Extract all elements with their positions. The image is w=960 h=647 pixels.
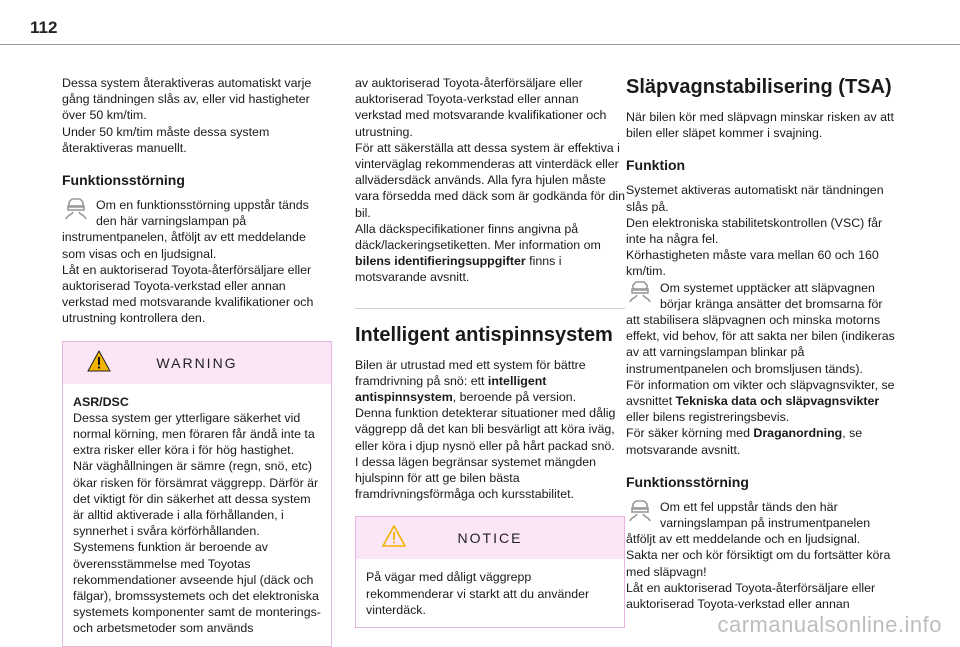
tsa-fault-heading: Funktionsstörning bbox=[626, 473, 749, 490]
function-icon-text bbox=[626, 280, 896, 458]
header-rule bbox=[0, 44, 960, 45]
watermark: carmanualsonline.info bbox=[717, 612, 942, 637]
column-1 bbox=[62, 75, 332, 647]
notice-header bbox=[356, 517, 624, 559]
warning-box bbox=[62, 341, 332, 647]
continued-end: finns i motsvarande avsnitt. bbox=[355, 254, 562, 285]
skid-warning-lamp-icon bbox=[62, 197, 90, 221]
notice-body bbox=[356, 559, 624, 627]
fault-text: Om en funktionsstörning uppstår tänds den här varningslampan på instrumentpanelen, åtföljt av ett meddelande som visas och en ljudsignal. Låt en auktoriserad Toyota-återförsäljare eller auktoriserad Toyota-verkstad eller annan verkstad med motsvarande kvalifikationer och utrustning kontrollera den. bbox=[62, 198, 314, 326]
continued-paragraph bbox=[355, 75, 625, 286]
intro-paragraph: Dessa system återaktiveras automatiskt varje gång tändningen slås av, eller vid hastigheter över 50 km/tim. Under 50 km/tim måste dessa system återaktiveras manuellt. bbox=[62, 76, 312, 155]
continued-bold: bilens identifieringsuppgifter bbox=[355, 254, 526, 269]
function-text-part-3: , se motsvarande avsnitt. bbox=[626, 426, 863, 457]
isa-paragraph bbox=[355, 357, 625, 503]
isa-text-2: , beroende på version. Denna funktion detekterar situationer med dålig väggrepp då det kan bli besvärligt att köra iväg, eller köra i djup nysnö eller på hårt packad snö. I dessa lägen begränsar systemet mängden hjulspinn för att ge bilen bästa framdrivningsförmåga och kursstabilitet. bbox=[355, 390, 616, 502]
isa-heading: Intelligent antispinnsystem bbox=[355, 323, 613, 346]
notice-triangle-icon bbox=[382, 525, 406, 551]
fault-paragraph bbox=[62, 197, 332, 327]
tsa-fault-text: Om ett fel uppstår tänds den här varningslampan på instrumentpanelen åtföljt av ett meddelande och en ljudsignal. Sakta ner och kör försiktigt om du fortsätter köra med släpvagn! Låt en auktoriserad Toyota-återförsäljare eller auktoriserad Toyota-verkstad eller annan bbox=[626, 499, 891, 612]
fault-heading: Funktionsstörning bbox=[62, 172, 185, 189]
function-text: Systemet aktiveras automatiskt när tändningen slås på. Den elektroniska stabilitetskontrollen (VSC) får inte ha några fel. Körhastigheten måste vara mellan 60 och 160 km/tim. bbox=[626, 183, 884, 279]
function-text-part-2: eller bilens registreringsbevis. För säker körning med bbox=[626, 410, 790, 441]
notice-box bbox=[355, 516, 625, 628]
continued-text: av auktoriserad Toyota-återförsäljare eller auktoriserad Toyota-verkstad eller annan verkstad med motsvarande kvalifikationer och utrustning. För att säkerställa att dessa system är effektiva i vinterväglag rekommenderas att vinterdäck eller allvädersdäck används. Alla fyra hjulen måste vara försedda med däck som är godkända för din bil. Alla däckspecifikationer finns angivna på däck/lackeringsetiketten. Mer information om bbox=[355, 76, 625, 253]
function-icon-paragraph bbox=[626, 280, 896, 458]
section-divider bbox=[355, 308, 625, 309]
column-2 bbox=[355, 75, 625, 628]
page-number: 112 bbox=[30, 18, 58, 37]
skid-warning-lamp-icon bbox=[626, 280, 654, 304]
warning-header bbox=[63, 342, 331, 384]
function-heading: Funktion bbox=[626, 157, 686, 174]
tsa-fault-paragraph bbox=[626, 499, 896, 612]
warning-label: WARNING bbox=[156, 354, 238, 371]
warning-triangle-icon bbox=[87, 350, 111, 376]
isa-bold: intelligent antispinnsystem bbox=[355, 373, 547, 405]
function-bold-2: Draganordning bbox=[753, 426, 843, 441]
tsa-heading: Släpvagnstabilisering (TSA) bbox=[626, 76, 892, 98]
skid-warning-lamp-icon bbox=[626, 499, 654, 523]
notice-text: På vägar med dåligt väggrepp rekommenderar vi starkt att du använder vinterdäck. bbox=[366, 570, 590, 617]
warning-text: Dessa system ger ytterligare säkerhet vid normal körning, men föraren får ändå inte ta extra risker eller köra i för hög hastighet. När väghållningen är sämre (regn, snö, etc) ökar risken för försämrat väggrepp. Därför är det viktigt för din säkerhet att dessa system är alltid aktiverade i alla förhållanden, i synnerhet i svåra körförhållanden. Systemens funktion är beroende av överensstämmelse med Toyotas rekommendationer avseende hjul (däck och fälgar), bromssystemets och det elektroniska systemets komponenter samt de monterings- och arbetsmetoder som används bbox=[73, 410, 321, 636]
notice-label: NOTICE bbox=[457, 530, 523, 547]
tsa-intro: När bilen kör med släpvagn minskar risken av att bilen eller släpet kommer i svajning. bbox=[626, 110, 894, 141]
warning-body bbox=[63, 384, 331, 646]
function-text-part-1: Om systemet upptäcker att släpvagnen börjar kränga ansätter det bromsarna för att stabilisera släpvagnen och minska motorns effekt, vid behov, för att sakta ner bilen (indikeras av att varningslampan blinkar på instrumentpanelen och bromsljusen tänds). För information om vikter och släpvagnsvikter, se avsnittet bbox=[626, 280, 895, 409]
warning-subtitle: ASR/DSC bbox=[73, 394, 129, 409]
function-bold-1: Tekniska data och släpvagnsvikter bbox=[675, 394, 880, 409]
isa-text-1: Bilen är utrustad med ett system för bättre framdrivning på snö: ett bbox=[355, 357, 586, 388]
column-3 bbox=[626, 75, 896, 612]
